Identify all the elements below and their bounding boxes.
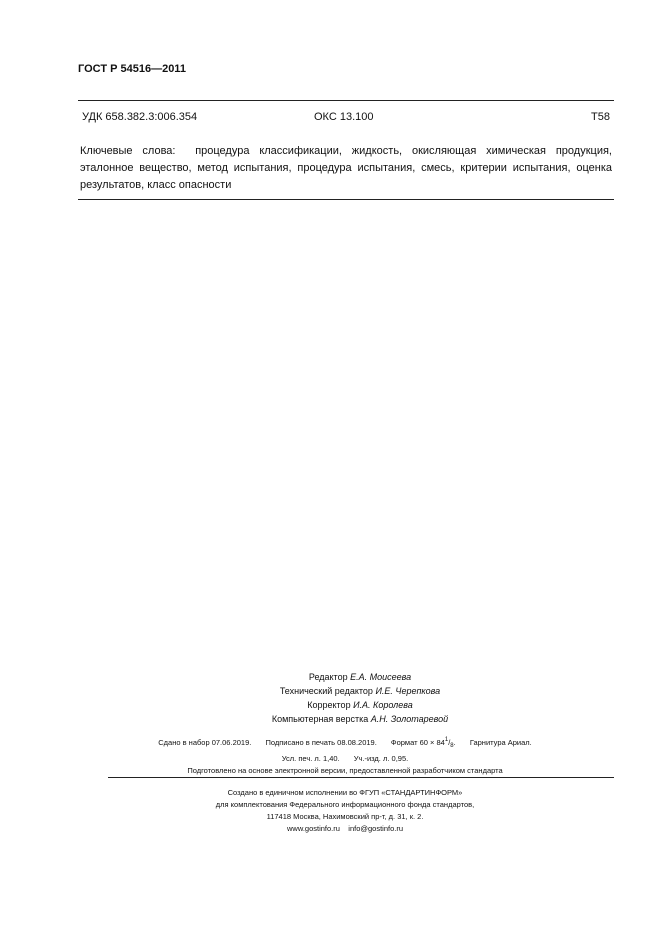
website-link[interactable]: www.gostinfo.ru xyxy=(286,824,340,833)
top-divider xyxy=(78,100,614,101)
credit-corrector: Корректор И.А. Королева xyxy=(307,700,413,710)
oks-code: ОКС 13.100 xyxy=(314,111,374,123)
publisher-line-1: Создано в единичном исполнении во ФГУП «СТАНДАРТИНФОРМ» xyxy=(227,788,463,797)
publisher-address: 117418 Москва, Нахимовский пр-т, д. 31, к. 2. xyxy=(266,812,424,821)
email-link[interactable]: info@gostinfo.ru xyxy=(348,824,404,833)
keywords-text: процедура классификации, жидкость, окисляющая химическая продукция, эталонное вещество, метод испытания, процедура испытания, смесь, критерии испытания, оценка результатов, класс опасности xyxy=(80,145,612,191)
udk-code: УДК 658.382.3:006.354 xyxy=(82,111,198,123)
print-details xyxy=(110,734,580,778)
credit-tech-editor: Технический редактор И.Е. Черепкова xyxy=(279,686,441,696)
keywords-divider xyxy=(78,199,614,200)
credit-layout: Компьютерная верстка А.Н. Золотаревой xyxy=(271,714,449,724)
publisher-info xyxy=(110,787,580,835)
standard-number: ГОСТ Р 54516—2011 xyxy=(78,63,186,75)
prepared-note: Подготовлено на основе электронной версии, предоставленной разработчиком стандарта xyxy=(187,766,503,775)
keywords-paragraph xyxy=(80,143,612,194)
classification-code: T58 xyxy=(591,111,610,123)
keywords-label: Ключевые слова: xyxy=(80,145,176,157)
publisher-divider xyxy=(108,777,614,778)
print-line-2: Усл. печ. л. 1,40. Уч.-изд. л. 0,95. xyxy=(281,753,409,763)
credit-editor: Редактор Е.А. Моисеева xyxy=(308,672,412,682)
print-line-1: Сдано в набор 07.06.2019. Подписано в печать 08.08.2019. Формат $60 \times 84^1/_8$. Гарнитура Ариал. xyxy=(158,737,532,749)
publisher-line-2: для комплектования Федерального информационного фонда стандартов, xyxy=(215,800,475,809)
publisher-contacts xyxy=(110,823,580,835)
format-value: Формат $60 \times 84^1/_8$. xyxy=(390,737,456,749)
editorial-credits xyxy=(150,670,570,726)
